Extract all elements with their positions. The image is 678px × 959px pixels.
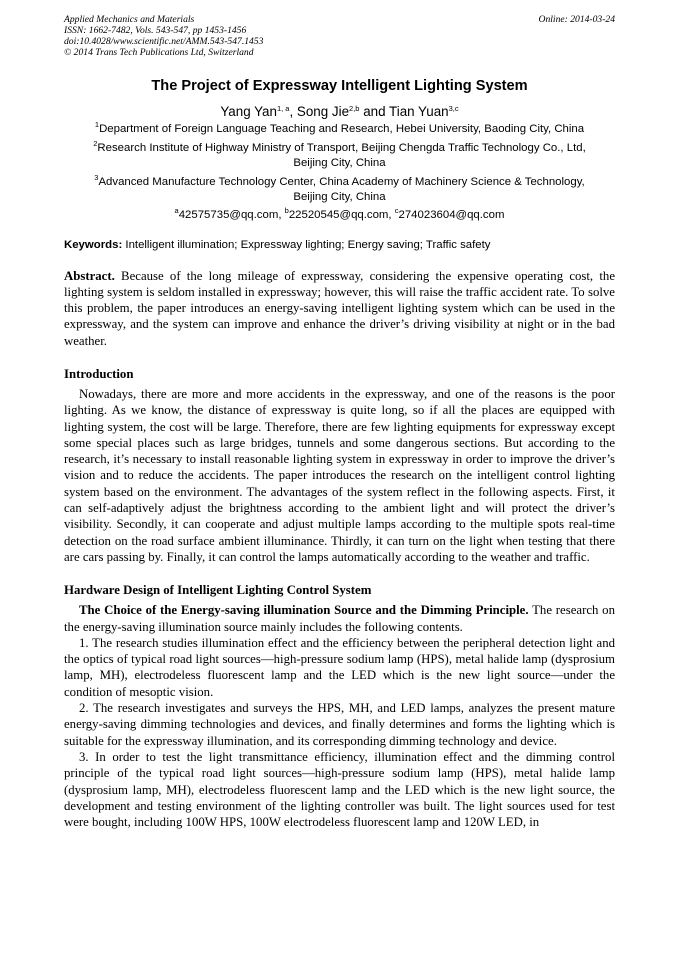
email-marker: c xyxy=(394,205,399,215)
abstract-text: Because of the long mileage of expressway, considering the expensive operating cost, the lighting system is seldom installed in expressway; however, this will raise the traffic accident rate. To solve this problem, the paper introduces an energy-saving intelligent lighting system which can be used in the expressway, and the system can improve and enhance the driver’s driving visibility at night or in the bad weather. xyxy=(64,268,615,348)
list-item: 1. The research studies illumination effect and the efficiency between the peripheral detection light and the optics of typical road light sources—high-pressure sodium lamp (HPS), metal halide lamp (dysprosium lamp, MH), electrodeless fluorescent lamp and the LED which is the new light source—under the condition of mesoptic vision. xyxy=(64,635,615,699)
author-affil-marker: 3,c xyxy=(448,104,459,113)
affiliation-text: Advanced Manufacture Technology Center, China Academy of Machinery Science & Technology, xyxy=(98,175,585,188)
affiliation-marker: 3 xyxy=(94,172,99,182)
author-name: Song Jie xyxy=(296,104,350,119)
section-heading-introduction: Introduction xyxy=(64,366,134,381)
author-name: Yang Yan xyxy=(220,104,277,119)
affiliation-text: Beijing City, China xyxy=(293,157,386,169)
subsection-paragraph xyxy=(64,602,615,635)
affiliation-3 xyxy=(64,172,615,206)
author-separator: and xyxy=(359,104,390,119)
author-affil-marker: 1, a xyxy=(276,104,290,113)
keywords-text: Intelligent illumination; Expressway lighting; Energy saving; Traffic safety xyxy=(122,238,491,251)
list-item: 3. In order to test the light transmittance efficiency, illumination effect and the dimming control principle of the typical road light sources—high-pressure sodium lamp (HPS), metal halide lamp (dysprosium lamp, MH), electrodeless fluorescent lamp and the LED which is the new light source, the development and testing environment of the lighting controller was built. The light sources used for test were bought, including 100W HPS, 100W electrodeless fluorescent lamp and 120W LED, in xyxy=(64,749,615,830)
subsection-text: The research on the energy-saving illumination source mainly includes the following contents. xyxy=(64,603,615,634)
online-date: Online: 2014-03-24 xyxy=(538,14,615,25)
journal-name: Applied Mechanics and Materials xyxy=(64,14,195,25)
affiliation-text: Beijing City, China xyxy=(293,191,386,203)
email-address[interactable]: 42575735@qq.com, xyxy=(178,208,285,221)
email-list xyxy=(64,205,615,221)
paper-page xyxy=(64,14,615,830)
list-item: 2. The research investigates and surveys the HPS, MH, and LED lamps, analyzes the present mature energy-saving dimming technologies and devices, and finally determines and forms the lighting which is suitable for the expressway illumination, and its corresponding dimming technology and device. xyxy=(64,701,615,748)
abstract-label: Abstract. xyxy=(64,268,115,283)
issn-line: ISSN: 1662-7482, Vols. 543-547, pp 1453-1456 xyxy=(64,25,247,36)
email-address[interactable]: 22520545@qq.com, xyxy=(288,208,395,221)
affiliation-1 xyxy=(64,122,615,138)
subsection-heading: The Choice of the Energy-saving illumination Source and the Dimming Principle. xyxy=(79,603,529,618)
author-affil-marker: 2,b xyxy=(349,104,360,113)
journal-header xyxy=(64,14,615,58)
introduction-paragraph: Nowadays, there are more and more accidents in the expressway, and one of the reasons is the poor lighting. As we know, the distance of expressway is quite long, so if all the places are equipped with lighting system, the cost will be large. Therefore, there are few lighting equipments for expressway except some special places such as large bridges, tunnels and some dangerous sections. But according to the research, it’s necessary to install reasonable lighting system in expressway in order to improve the driver’s vision and to reduce the accidents. The paper introduces the research on the intelligent control lighting system based on the environment. The advantages of the system reflect in the following aspects. First, it can self-adaptively adjust the brightness according to the ambient light and will protect the driver’s visibility. Secondly, it can cooperate and adjust multiple lamps according to the multiple spots real-time detection on the road surface ambient illuminance. Thirdly, it can turn on the light when testing that there are cars passing by. Finally, it can control the lamps automatically according to the weather and traffic. xyxy=(64,386,615,564)
affiliation-2 xyxy=(64,138,615,172)
email-marker: a xyxy=(174,205,179,215)
affiliation-marker: 2 xyxy=(93,138,98,148)
doi-line: doi:10.4028/www.scientific.net/AMM.543-547.1453 xyxy=(64,36,264,47)
copyright-line: © 2014 Trans Tech Publications Ltd, Switzerland xyxy=(64,47,254,58)
author-name: Tian Yuan xyxy=(389,104,449,119)
keywords-label: Keywords: xyxy=(64,238,123,251)
paper-title: The Project of Expressway Intelligent Lighting System xyxy=(151,78,528,94)
author-list xyxy=(64,104,615,119)
abstract xyxy=(64,268,615,349)
affiliation-text: Department of Foreign Language Teaching and Research, Hebei University, Baoding City, China xyxy=(99,123,585,135)
email-address[interactable]: 274023604@qq.com xyxy=(398,208,505,221)
section-heading-hardware: Hardware Design of Intelligent Lighting Control System xyxy=(64,583,372,598)
email-marker: b xyxy=(284,205,289,215)
author-separator: , xyxy=(289,104,297,119)
affiliation-marker: 1 xyxy=(94,120,100,129)
affiliation-text: Research Institute of Highway Ministry of Transport, Beijing Chengda Traffic Technology Co., Ltd, xyxy=(97,141,586,154)
keywords xyxy=(64,239,615,251)
